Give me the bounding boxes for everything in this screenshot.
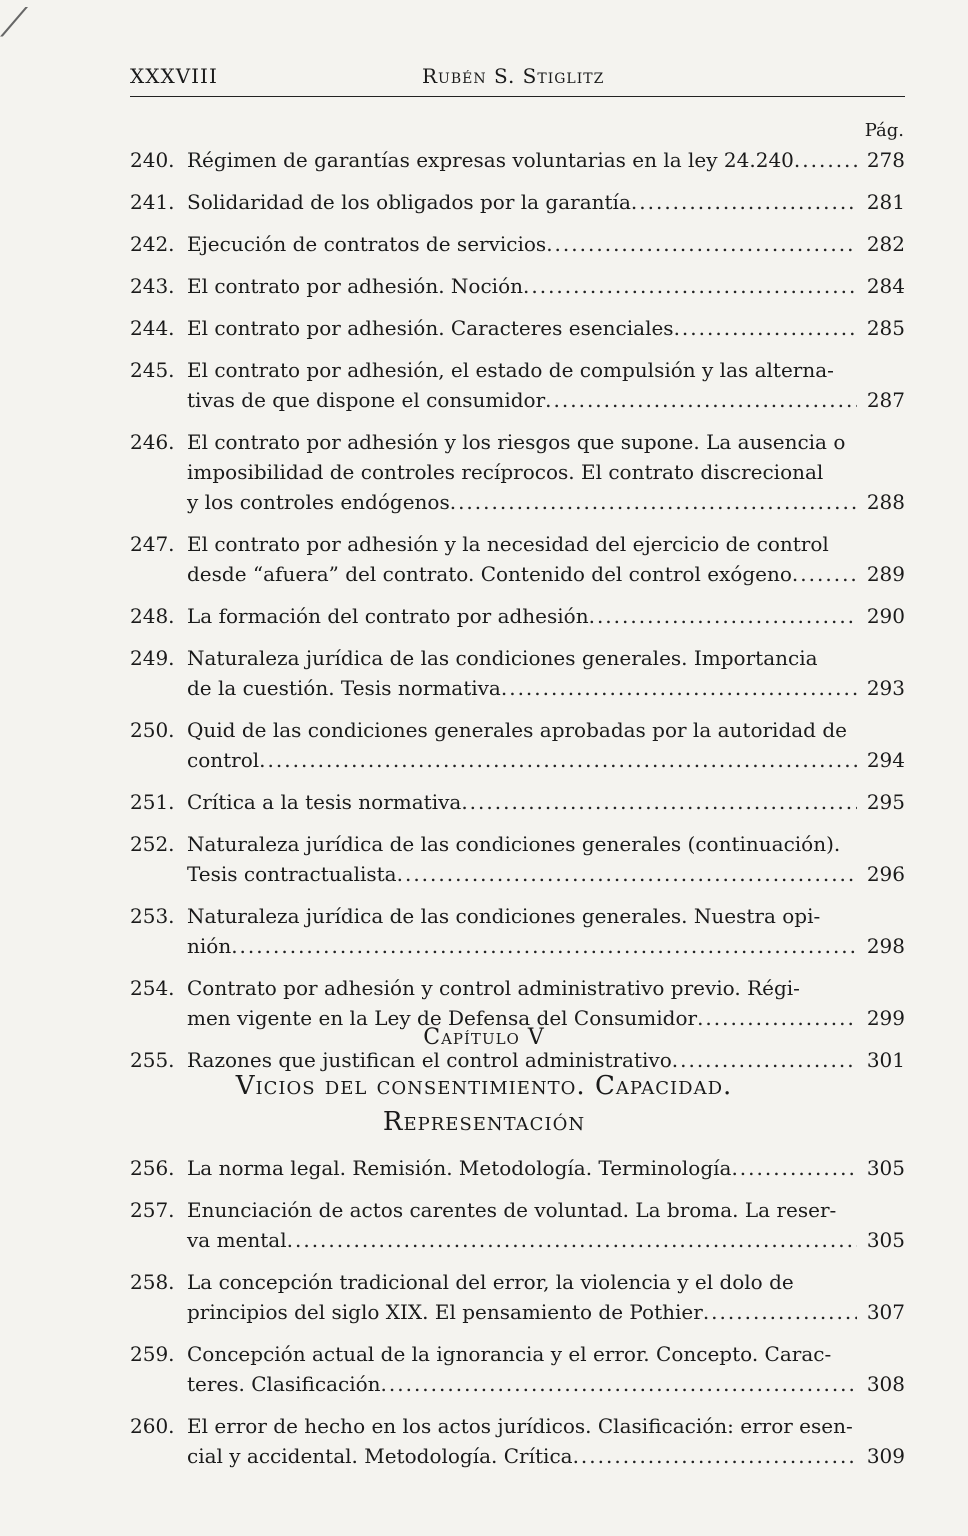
toc-entry-number: 243. [130, 274, 175, 298]
toc-entry [130, 1339, 905, 1399]
toc-entry-number: 249. [130, 646, 175, 670]
running-header [130, 62, 905, 97]
toc-entry-page: 305 [866, 1156, 905, 1180]
toc-entry-number: 244. [130, 316, 175, 340]
toc-entry [130, 1411, 905, 1471]
toc-entry [130, 271, 905, 301]
toc-entry-text: desde “afuera” del contrato. Contenido del control exógeno [187, 562, 792, 586]
toc-entry-page: 309 [866, 1444, 905, 1468]
toc-entry-text: Régimen de garantías expresas voluntarias en la ley 24.240 [187, 148, 794, 172]
dot-leader [397, 859, 857, 889]
dot-leader [231, 931, 857, 961]
toc-entry-text: control [187, 748, 260, 772]
dot-leader [674, 313, 857, 343]
toc-entry-page: 287 [866, 388, 905, 412]
toc-entry-number: 259. [130, 1342, 175, 1366]
author-name: Rubén S. Stiglitz [422, 64, 605, 88]
toc-entry-number: 255. [130, 1048, 175, 1072]
toc-entry-text: El contrato por adhesión y los riesgos que supone. La ausencia o [187, 430, 846, 454]
toc-entry-page: 295 [866, 790, 905, 814]
toc-entry-text: Crítica a la tesis normativa [187, 790, 462, 814]
toc-entry-number: 260. [130, 1414, 175, 1438]
toc-entry [130, 787, 905, 817]
toc-entry [130, 529, 905, 589]
toc-entry-text: Tesis contractualista [187, 862, 397, 886]
toc-entry-text: de la cuestión. Tesis normativa [187, 676, 501, 700]
toc-entry-text: Solidaridad de los obligados por la garantía [187, 190, 631, 214]
toc-entry [130, 355, 905, 415]
chapter-title-line-1: Vicios del consentimiento. Capacidad. [235, 1071, 733, 1101]
toc-entry-page: 308 [866, 1372, 905, 1396]
toc-entry [130, 229, 905, 259]
dot-leader [450, 487, 857, 517]
dot-leader [259, 745, 857, 775]
dot-leader [381, 1369, 857, 1399]
toc-entry-text: Naturaleza jurídica de las condiciones generales (continuación). [187, 832, 841, 856]
toc-entry-text: Razones que justifican el control administrativo [187, 1048, 672, 1072]
toc-entry-text: Ejecución de contratos de servicios [187, 232, 547, 256]
dot-leader [501, 673, 857, 703]
chapter-title-line-2: Representación [382, 1107, 586, 1137]
toc-entry-page: 293 [866, 676, 905, 700]
toc-entry-number: 253. [130, 904, 175, 928]
toc-entry [130, 901, 905, 961]
chapter-title [0, 1068, 968, 1140]
toc-section-a [130, 145, 905, 1087]
toc-entry-text: Enunciación de actos carentes de voluntad. La broma. La reser- [187, 1198, 837, 1222]
toc-entry-text: El contrato por adhesión. Caracteres esenciales [187, 316, 674, 340]
toc-entry-text: Contrato por adhesión y control administrativo previo. Régi- [187, 976, 800, 1000]
dot-leader [703, 1297, 857, 1327]
toc-entry-text: El contrato por adhesión, el estado de compulsión y las alterna- [187, 358, 834, 382]
toc-entry-text: Naturaleza jurídica de las condiciones generales. Nuestra opi- [187, 904, 821, 928]
dot-leader [573, 1441, 857, 1471]
toc-entry-text: principios del siglo XIX. El pensamiento de Pothier [187, 1300, 703, 1324]
toc-entry-page: 290 [866, 604, 905, 628]
toc-entry-number: 246. [130, 430, 175, 454]
toc-entry-number: 245. [130, 358, 175, 382]
dot-leader [731, 1153, 857, 1183]
toc-entry-number: 258. [130, 1270, 175, 1294]
toc-entry-text: Concepción actual de la ignorancia y el error. Concepto. Carac- [187, 1342, 832, 1366]
dot-leader [794, 145, 857, 175]
toc-entry [130, 313, 905, 343]
toc-entry-text: va mental [187, 1228, 287, 1252]
toc-entry-number: 240. [130, 148, 175, 172]
toc-entry-number: 251. [130, 790, 175, 814]
toc-entry-number: 252. [130, 832, 175, 856]
toc-entry [130, 427, 905, 517]
toc-entry [130, 601, 905, 631]
page-column-label: Pág. [864, 120, 904, 141]
dot-leader [589, 601, 857, 631]
toc-entry [130, 643, 905, 703]
page-folio: XXXVIII [130, 64, 218, 88]
toc-entry-number: 254. [130, 976, 175, 1000]
dot-leader [461, 787, 857, 817]
toc-entry [130, 187, 905, 217]
toc-entry-page: 288 [866, 490, 905, 514]
toc-entry-number: 250. [130, 718, 175, 742]
toc-entry-page: 285 [866, 316, 905, 340]
toc-entry-text: imposibilidad de controles recíprocos. El contrato discrecional [187, 460, 824, 484]
toc-entry-text: Quid de las condiciones generales aprobadas por la autoridad de [187, 718, 847, 742]
toc-entry-number: 248. [130, 604, 175, 628]
toc-entry-page: 307 [866, 1300, 905, 1324]
dot-leader [792, 559, 857, 589]
toc-entry-number: 241. [130, 190, 175, 214]
toc-entry-page: 282 [866, 232, 905, 256]
toc-entry [130, 973, 905, 1033]
toc-entry-text: nión [187, 934, 232, 958]
toc-entry-text: cial y accidental. Metodología. Crítica [187, 1444, 573, 1468]
dot-leader [545, 385, 857, 415]
toc-entry [130, 715, 905, 775]
toc-entry-text: y los controles endógenos [187, 490, 450, 514]
toc-entry-number: 242. [130, 232, 175, 256]
toc-entry-page: 305 [866, 1228, 905, 1252]
toc-entry-text: teres. Clasificación [187, 1372, 381, 1396]
toc-entry-page: 284 [866, 274, 905, 298]
toc-entry-number: 257. [130, 1198, 175, 1222]
dot-leader [287, 1225, 857, 1255]
toc-entry-text: La concepción tradicional del error, la violencia y el dolo de [187, 1270, 794, 1294]
toc-entry-number: 247. [130, 532, 175, 556]
pencil-mark-icon: ⟋ [0, 0, 28, 46]
toc-entry-number: 256. [130, 1156, 175, 1180]
toc-entry [130, 829, 905, 889]
toc-entry-page: 296 [866, 862, 905, 886]
toc-entry-text: La formación del contrato por adhesión [187, 604, 589, 628]
toc-entry-text: men vigente en la Ley de Defensa del Consumidor [187, 1006, 698, 1030]
toc-entry [130, 1267, 905, 1327]
toc-entry-page: 294 [866, 748, 905, 772]
toc-entry-text: El contrato por adhesión. Noción [187, 274, 523, 298]
toc-entry-page: 278 [866, 148, 905, 172]
toc-entry-text: El contrato por adhesión y la necesidad del ejercicio de control [187, 532, 829, 556]
dot-leader [546, 229, 857, 259]
toc-entry-page: 301 [866, 1048, 905, 1072]
toc-entry [130, 1153, 905, 1183]
dot-leader [523, 271, 857, 301]
toc-section-b [130, 1153, 905, 1483]
toc-entry-page: 281 [866, 190, 905, 214]
toc-entry [130, 1195, 905, 1255]
toc-entry-page: 299 [866, 1006, 905, 1030]
dot-leader [631, 187, 857, 217]
chapter-label: Capítulo V [423, 1025, 545, 1050]
toc-entry-text: tivas de que dispone el consumidor [187, 388, 546, 412]
toc-entry-page: 298 [866, 934, 905, 958]
toc-entry-text: El error de hecho en los actos jurídicos. Clasificación: error esen- [187, 1414, 853, 1438]
toc-entry-text: Naturaleza jurídica de las condiciones generales. Importancia [187, 646, 818, 670]
toc-entry-page: 289 [866, 562, 905, 586]
toc-entry-text: La norma legal. Remisión. Metodología. Terminología [187, 1156, 732, 1180]
toc-entry [130, 145, 905, 175]
